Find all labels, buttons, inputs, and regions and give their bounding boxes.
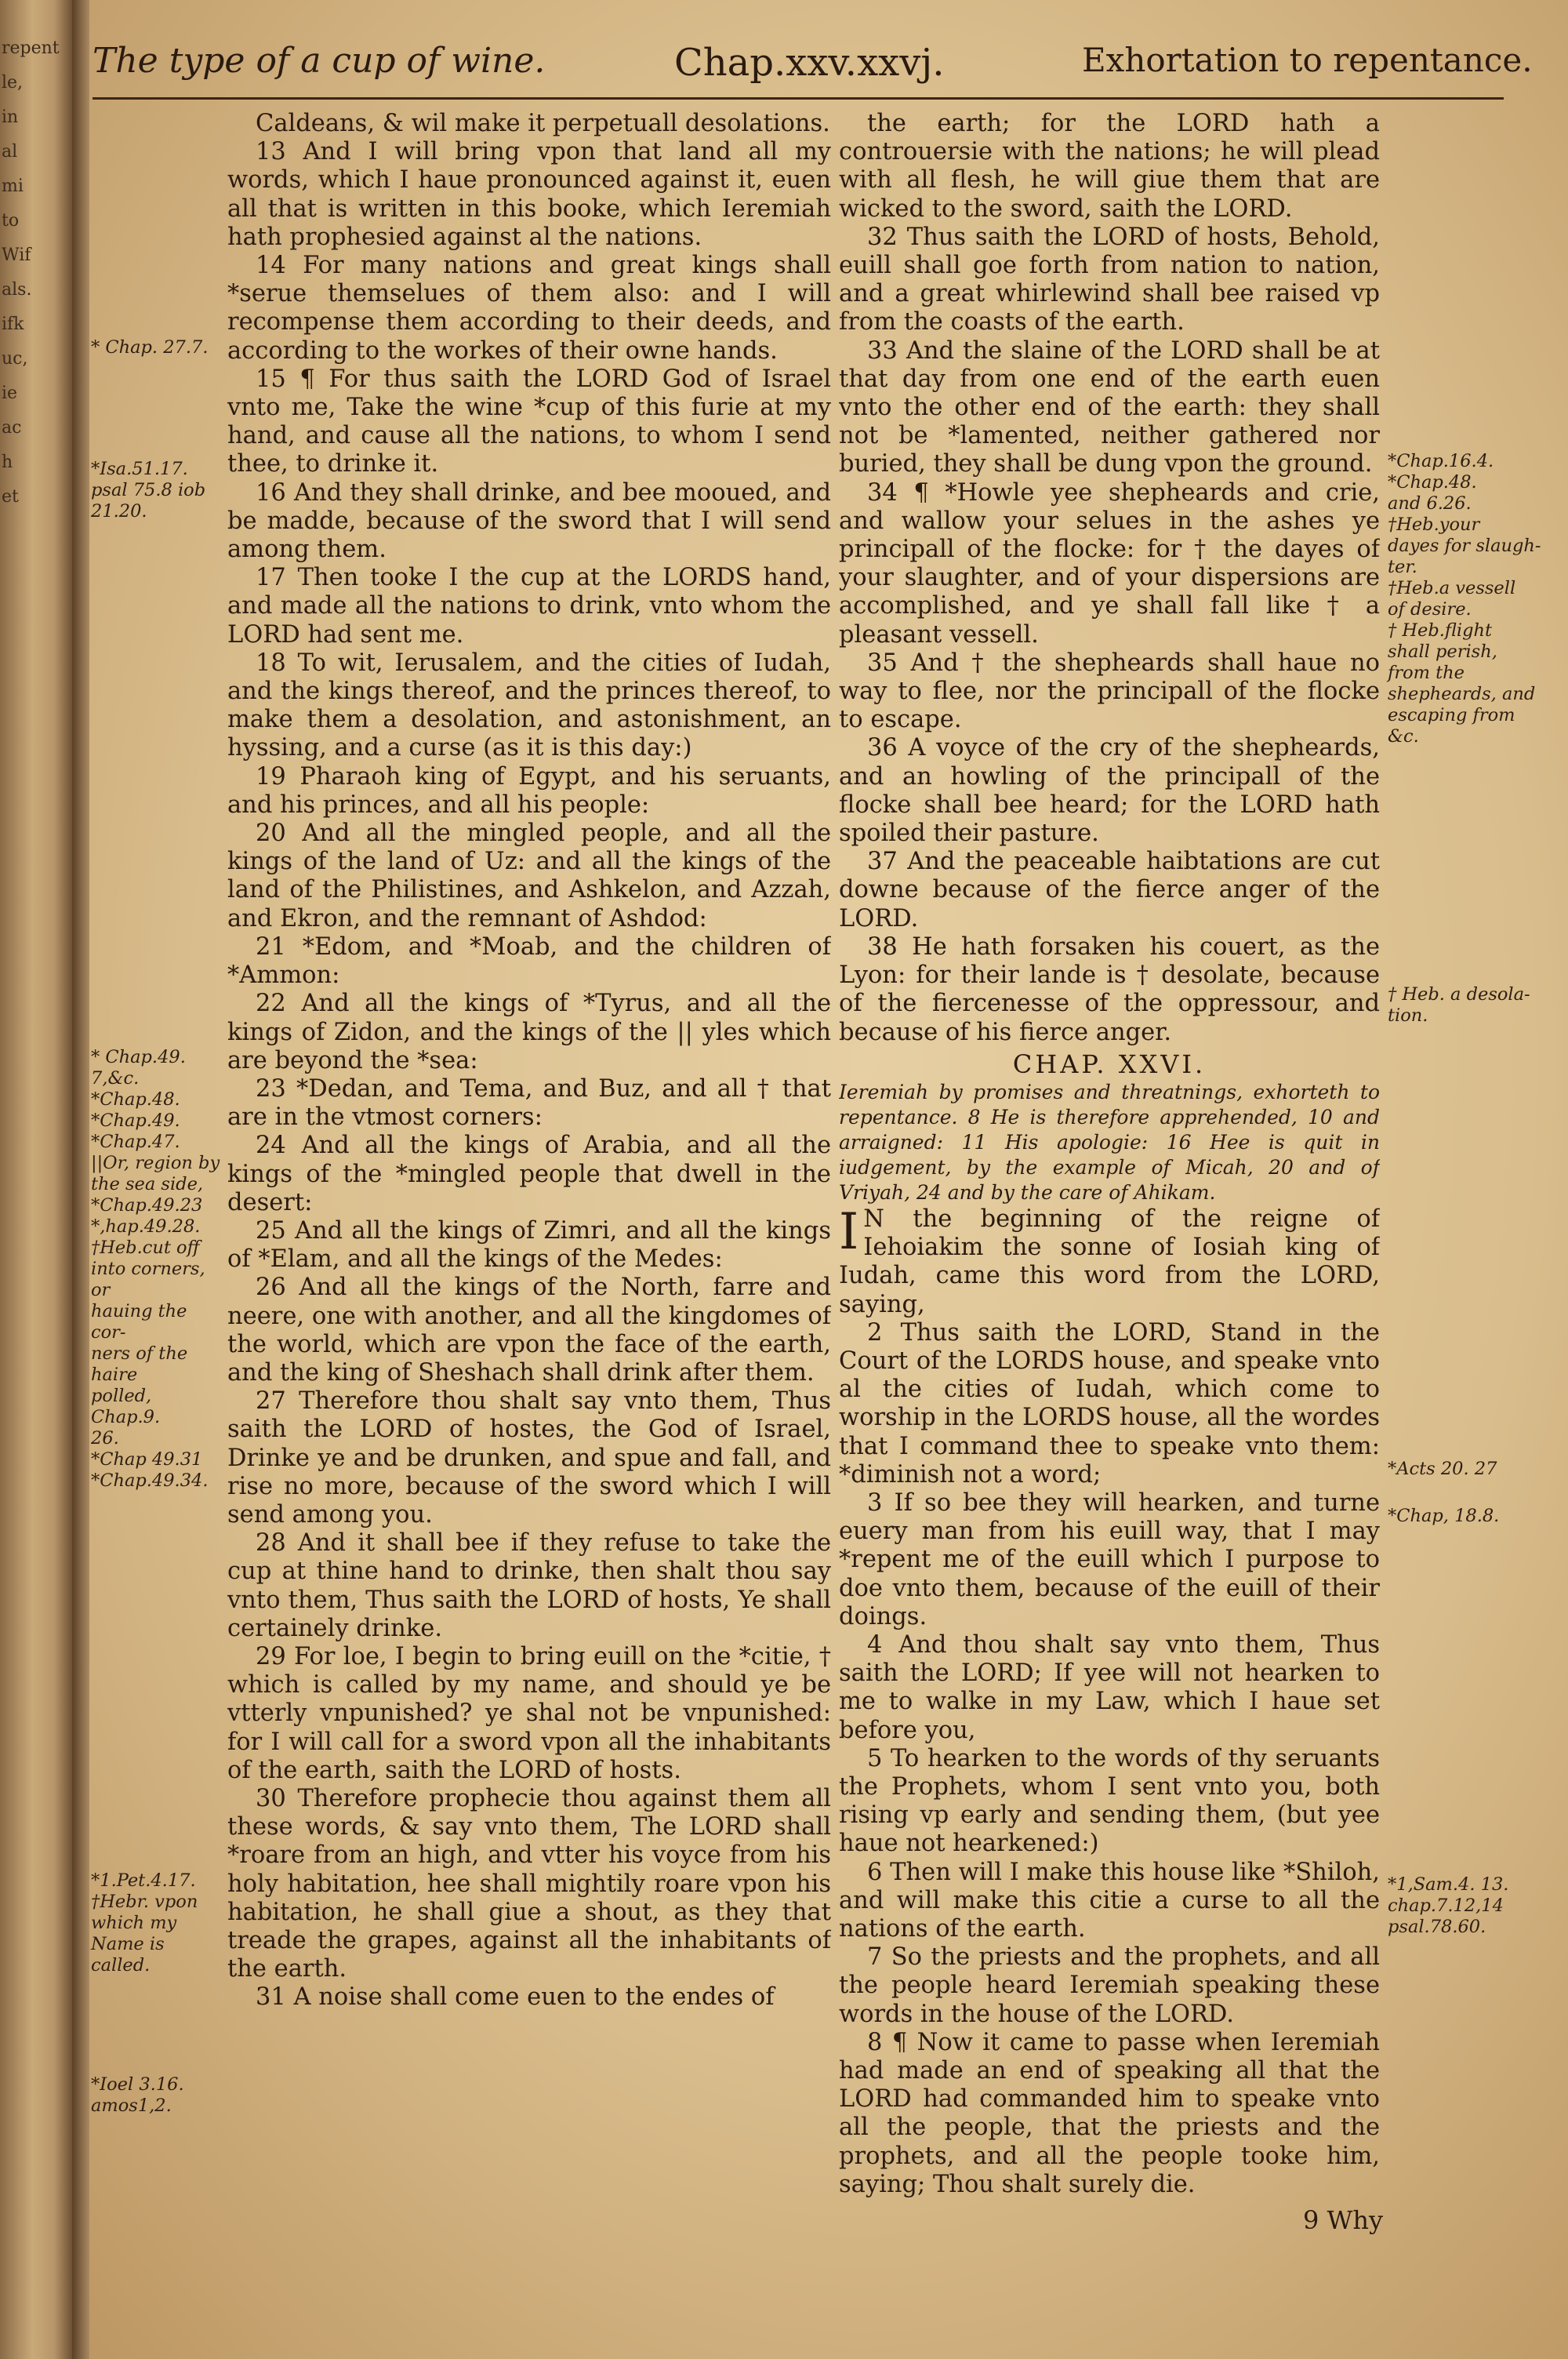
gutter-fragment: mi (2, 176, 24, 196)
drop-cap: I (839, 1202, 859, 1261)
margin-note: *Chap.16.4. *Chap.48. and 6.26. †Heb.your dayes for slaugh- ter. †Heb.a vessell of desire. † Heb.flight shall perish, from the shepheards, and escaping from &c. (1388, 451, 1541, 747)
verse-text: 6 Then will I make this house like *Shiloh, and will make this citie a curse to all the nations of the earth. (839, 1858, 1380, 1943)
verse-text: N the beginning of the reigne of Iehoiakim the sonne of Iosiah king of Iudah, came this word from the LORD, saying, (839, 1205, 1380, 1318)
verse-text: 8 ¶ Now it came to passe when Ieremiah had made an end of speaking all that the LORD had commanded him to speake vnto all the people, that the priests and the prophets, and all the people tooke him, saying; Thou shalt surely die. (839, 2028, 1380, 2198)
verse-text: 31 A noise shall come euen to the endes of (256, 1983, 775, 2012)
verse-text: 36 A voyce of the cry of the shepheards, and an howling of the principall of the flocke shall bee heard; for the LORD hath spoiled their pasture. (839, 734, 1380, 848)
verse-text: 17 Then tooke I the cup at the LORDS hand, and made all the nations to drink, vnto whom the LORD had sent me. (227, 564, 831, 649)
verse-text: 16 And they shall drinke, and bee mooued, and be madde, because of the sword that I will send among them. (227, 478, 831, 564)
verse-text: 24 And all the kings of Arabia, and all the kings of the *mingled people that dwell in the desert: (227, 1132, 831, 1216)
catchword: 9 Why (1303, 2205, 1384, 2235)
verse-text: 18 To wit, Ierusalem, and the cities of Iudah, and the kings thereof, and the princes thereof, to make them a desolation, and astonishment, an hyssing, and a curse (as it is this day:) (227, 649, 831, 762)
facing-page-edge (0, 0, 72, 2359)
gutter-fragment: al (2, 142, 18, 162)
margin-note: *Chap, 18.8. (1388, 1506, 1500, 1526)
margin-note: *Isa.51.17. psal 75.8 iob 21.20. (91, 459, 206, 522)
gutter-fragment: h (2, 453, 13, 472)
verse-text: 13 And I will bring vpon that land all my words, which I haue pronounced against it, euen all that is written in this booke, which Ieremiah hath prophesied against al the nations. (227, 138, 831, 251)
margin-note: * Chap.49. 7,&c. *Chap.48. *Chap.49. *Chap.47. ||Or, region by the sea side, *Chap.49.23 *,hap.49.28. †Heb.cut off into corners, or hauing the cor- ners of the haire polled, Chap.9. 26. *Chap 49.31 *Chap.49.34. (91, 1047, 220, 1491)
margin-note: *Acts 20. 27 (1388, 1459, 1497, 1479)
chapter-heading: CHAP. XXVI. (1012, 1049, 1207, 1079)
verse-text: 19 Pharaoh king of Egypt, and his seruants, and his princes, and all his people: (227, 762, 831, 819)
gutter-fragment: ifk (2, 314, 24, 334)
verse-text: 15 ¶ For thus saith the LORD God of Israel vnto me, Take the wine *cup of this furie at my hand, and cause all the nations, to whom I send thee, to drinke it. (227, 365, 831, 478)
verse-text: 33 And the slaine of the LORD shall be at that day from one end of the earth euen vnto the other end of the earth: they shall not be *lamented, neither gathered nor buried, they shall be dung vpon the ground. (839, 336, 1380, 478)
verse-text: 7 So the priests and the prophets, and all the people heard Ieremiah speaking these words in the house of the LORD. (839, 1943, 1380, 2028)
verse-text: 21 *Edom, and *Moab, and the children of *Ammon: (227, 932, 831, 990)
verse-text: Caldeans, & wil make it perpetuall desolations. (256, 110, 830, 137)
verse-text: 27 Therefore thou shalt say vnto them, Thus saith the LORD of hostes, the God of Israel, Drinke ye and be drunken, and spue and fall, and rise no more, because of the sword which I will send among you. (227, 1387, 831, 1528)
gutter-fragment: Wif (2, 245, 31, 265)
gutter-fragment: to (2, 211, 20, 231)
right-text-column (839, 110, 1380, 2353)
header-rule (93, 97, 1504, 100)
gutter-fragment: repent (2, 38, 60, 58)
verse-text: 20 And all the mingled people, and all the kings of the land of Uz: and all the kings of the land of the Philistines, and Ashkelon, and Azzah, and Ekron, and the remnant of Ashdod: (227, 820, 831, 932)
chapter-summary: Ieremiah by promises and threatnings, exhorteth to repentance. 8 He is therefore apprehended, 10 and arraigned: 11 His apologie: 16 Hee is quit in iudgement, by the example of Micah, 20 and of Vriyah, 24 and by the care of Ahikam. (839, 1080, 1380, 1204)
gutter-fragment: als. (2, 280, 32, 300)
verse-text: 38 He hath forsaken his couert, as the Lyon: for their lande is † desolate, because of the fiercenesse of the oppressour, and because of his fierce anger. (839, 932, 1380, 1046)
left-text-column (227, 110, 831, 2353)
margin-note: *1.Pet.4.17. †Hebr. vpon which my Name is called. (91, 1870, 198, 1976)
verse-text: 35 And † the shepheards shall haue no way to flee, nor the principall of the flocke to escape. (839, 649, 1380, 734)
verse-text: 23 *Dedan, and Tema, and Buz, and all † that are in the vtmost corners: (227, 1074, 831, 1132)
gutter-fragment: et (2, 487, 19, 507)
verse-text: 5 To hearken to the words of thy seruants the Prophets, whom I sent vnto you, both rising vp early and sending them, (but yee haue not hearkened:) (839, 1744, 1380, 1858)
facing-page-text (2, 31, 69, 2337)
verse-text: 26 And all the kings of the North, farre and neere, one with another, and all the kingdomes of the world, which are vpon the face of the earth, and the king of Sheshach shall drink after them. (227, 1274, 831, 1387)
verse-text: 3 If so bee they will hearken, and turne euery man from his euill way, that I may *repent me of the euill which I purpose to doe vnto them, because of the euill of their doings. (839, 1488, 1380, 1630)
verse-text: 29 For loe, I begin to bring euill on the *citie, † which is called by my name, and should ye be vtterly vnpunished? ye shal not be vnpunished: for I will call for a sword vpon all the inhabitants of the earth, saith the LORD of hosts. (227, 1642, 831, 1784)
verse-text: 2 Thus saith the LORD, Stand in the Court of the LORDS house, and speake vnto al the cities of Iudah, which come to worship in the LORDS house, all the wordes that I command thee to speake vnto them: *diminish not a word; (839, 1318, 1380, 1488)
gutter-fragment: uc, (2, 349, 28, 369)
verse-text: 34 ¶ *Howle yee shepheards and crie, and wallow your selues in the ashes ye principall of the flocke: for † the dayes of your slaughter, and of your dispersions are accomplished, and ye shall fall like † a pleasant vessell. (839, 478, 1380, 649)
running-head-right: Exhortation to repentance. (1082, 41, 1533, 79)
margin-note: † Heb. a desola- tion. (1388, 984, 1530, 1026)
verse-text: 32 Thus saith the LORD of hosts, Behold, euill shall goe forth from nation to nation, and a great whirlewind shall bee raised vp from the coasts of the earth. (839, 223, 1380, 336)
gutter-fragment: ie (2, 383, 18, 403)
verse-text: 30 Therefore prophecie thou against them all these words, & say vnto them, The LORD shall *roare from an high, and vtter his voyce from his holy habitation, hee shall mightily roare vpon his habitation, he shall giue a shout, as they that treade the grapes, against all the inhabitants of the earth. (227, 1784, 831, 1983)
margin-note: * Chap. 27.7. (91, 337, 209, 358)
verse-text: 22 And all the kings of *Tyrus, and all the kings of Zidon, and the kings of the || yles which are beyond the *sea: (227, 990, 831, 1074)
book-spine (72, 0, 89, 2359)
verse-text: 37 And the peaceable haibtations are cut downe because of the fierce anger of the LORD. (839, 848, 1380, 932)
gutter-fragment: in (2, 107, 19, 127)
verse-text: the earth; for the LORD hath a controuersie with the nations; he will plead with all flesh, he will giue them that are wicked to the sword, saith the LORD. (839, 110, 1380, 223)
verse-text: 4 And thou shalt say vnto them, Thus saith the LORD; If yee will not hearken to me to walke in my Law, which I haue set before you, (839, 1630, 1380, 1744)
verse-text: 28 And it shall bee if they refuse to take the cup at thine hand to drinke, then shalt thou say vnto them, Thus saith the LORD of hosts, Ye shall certainely drinke. (227, 1529, 831, 1642)
running-head-chapter: Chap.xxv.xxvj. (674, 41, 945, 85)
margin-note: *Ioel 3.16. amos1,2. (91, 2074, 184, 2116)
verse-text: 25 And all the kings of Zimri, and all the kings of *Elam, and all the kings of the Medes: (227, 1216, 831, 1274)
running-head-left: The type of a cup of wine. (93, 41, 546, 81)
gutter-fragment: ac (2, 418, 22, 438)
gutter-fragment: le, (2, 73, 24, 93)
margin-note: *1,Sam.4. 13. chap.7.12,14 psal.78.60. (1388, 1874, 1509, 1937)
verse-text: 14 For many nations and great kings shall *serue themselues of them also: and I will recompense them according to their deeds, and according to the workes of their owne hands. (227, 252, 831, 365)
